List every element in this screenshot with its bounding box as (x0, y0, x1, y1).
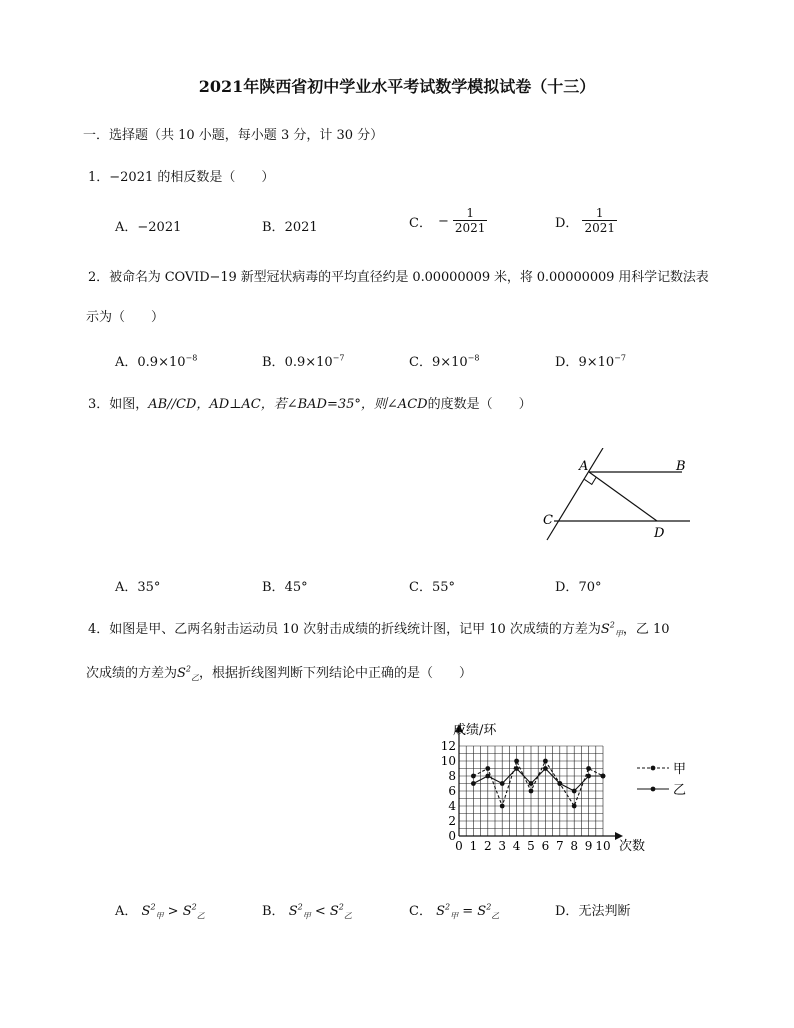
option-exponent: −7 (614, 353, 626, 363)
q3-option-d (555, 576, 601, 595)
q4-line-chart (425, 718, 715, 858)
option-operator: < (314, 904, 326, 919)
option-label: A． (115, 355, 138, 370)
x-tick-label: 0 (455, 839, 463, 853)
q2-stem-line2: 示为（ ） (86, 310, 165, 325)
y-tick-label: 12 (440, 739, 456, 753)
q3-stem (88, 393, 532, 412)
option-label: A． (115, 580, 138, 595)
label-d: D (654, 526, 665, 541)
x-tick-label: 9 (584, 839, 593, 853)
x-axis-label: 次数 (619, 839, 646, 854)
option-label: D． (555, 580, 579, 595)
option-text: 55° (431, 580, 455, 595)
data-point (500, 781, 505, 786)
q2-option-c (409, 351, 479, 370)
denominator: 2021 (454, 221, 486, 235)
q4-option-d (555, 900, 630, 919)
line-ad (589, 472, 657, 521)
q4-stem-line2 (86, 662, 472, 684)
option-label: B． (262, 580, 285, 595)
x-tick-label: 10 (595, 839, 611, 853)
x-tick-label: 5 (527, 839, 535, 853)
option-text: 无法判断 (578, 904, 631, 919)
data-point (572, 804, 577, 809)
stem-math: AB//CD，AD⊥AC，若∠BAD=35°，则∠ACD (148, 397, 428, 412)
q1-option-a (115, 216, 181, 235)
q3-geometry-figure (530, 448, 700, 548)
fraction (453, 207, 488, 235)
label-b: B (676, 459, 686, 474)
chart-axes (455, 724, 623, 840)
y-tick-label: 0 (448, 829, 456, 843)
x-tick-label: 6 (541, 839, 550, 853)
option-label: B． (262, 220, 285, 235)
option-exponent: −8 (467, 353, 480, 363)
option-label: A． (115, 220, 138, 235)
q1-stem: 1．−2021 的相反数是（ ） (88, 170, 275, 185)
option-sign: − (437, 213, 449, 229)
option-base: 9×10 (431, 355, 468, 370)
legend-marker (651, 787, 656, 792)
data-point (529, 789, 534, 794)
legend-marker (651, 766, 656, 771)
data-point (500, 804, 505, 809)
transversal-line (547, 448, 603, 540)
option-label: C． (409, 355, 432, 370)
data-point (557, 781, 562, 786)
data-point (543, 766, 548, 771)
data-point (586, 774, 591, 779)
section-heading: 一．选择题（共 10 小题，每小题 3 分，计 30 分） (83, 128, 384, 143)
data-point (514, 759, 519, 764)
label-a: A (579, 459, 589, 474)
x-tick-label: 4 (512, 839, 521, 853)
q1-option-c (409, 207, 487, 235)
q3-option-c (409, 576, 455, 595)
option-exponent: −7 (332, 353, 345, 363)
data-point (572, 789, 577, 794)
option-label: C． (409, 215, 432, 231)
y-tick-label: 4 (448, 799, 456, 813)
q2-option-a (115, 351, 197, 370)
x-tick-label: 1 (469, 839, 478, 853)
data-point (485, 774, 490, 779)
option-text: −2021 (137, 220, 182, 235)
y-tick-label: 10 (440, 754, 456, 768)
q1-option-b (262, 216, 318, 235)
q3-option-a (115, 576, 160, 595)
q4-option-c: C． $S^2_甲 = S^2_乙$ (409, 902, 500, 921)
legend-label: 甲 (673, 762, 687, 777)
stem-text: 4．如图是甲、乙两名射击运动员 10 次射击成绩的折线统计图，记甲 10 次成绩的方差为 (88, 622, 601, 637)
option-label: B． (262, 355, 285, 370)
variance-yi: $S^2_乙$ (177, 664, 200, 683)
option-text: 2021 (284, 220, 318, 235)
numerator: 1 (466, 206, 474, 220)
option-operator: > (167, 904, 179, 919)
stem-prefix: 3．如图， (88, 397, 149, 412)
data-point (471, 774, 476, 779)
option-exponent: −8 (185, 353, 198, 363)
option-text: 45° (284, 580, 308, 595)
y-tick-label: 8 (448, 769, 456, 783)
stem-text: ，根据折线图判断下列结论中正确的是（ ） (199, 666, 473, 681)
option-label: C． (409, 904, 432, 919)
page-title: 2021年陕西省初中学业水平考试数学模拟试卷（十三） (198, 77, 596, 96)
option-text: 35° (137, 580, 161, 595)
q4-stem-line1 (88, 618, 670, 640)
option-label: D． (555, 904, 579, 919)
q3-option-b (262, 576, 308, 595)
option-label: C． (409, 580, 432, 595)
data-point (601, 774, 606, 779)
option-label: A． (115, 904, 138, 919)
label-c: C (543, 513, 553, 528)
data-point (485, 766, 490, 771)
q2-option-d (555, 351, 626, 370)
stem-text: ，乙 10 (622, 622, 670, 637)
x-tick-label: 8 (570, 839, 579, 853)
option-base: 0.9×10 (137, 355, 186, 370)
option-text: 70° (578, 580, 602, 595)
chart-legend (637, 762, 686, 798)
option-operator: = (462, 904, 474, 919)
data-point (543, 759, 548, 764)
data-point (529, 781, 534, 786)
option-base: 9×10 (578, 355, 615, 370)
y-tick-label: 2 (448, 814, 456, 828)
denominator: 2021 (584, 221, 615, 235)
numerator: 1 (595, 206, 604, 220)
option-label: B． (262, 904, 285, 919)
q4-option-a: A． $S^2_甲 > S^2_乙$ (115, 902, 205, 921)
legend-label: 乙 (673, 783, 687, 798)
q2-option-b (262, 351, 344, 370)
variance-jia: $S^2_甲$ (600, 620, 623, 639)
stem-suffix: 的度数是（ ） (427, 397, 532, 412)
option-label: D． (555, 355, 579, 370)
x-tick-label: 7 (555, 839, 564, 853)
q4-option-b: B． $S^2_甲 < S^2_乙$ (262, 902, 352, 921)
fraction (582, 207, 617, 235)
data-point (471, 781, 476, 786)
y-tick-label: 6 (448, 784, 456, 798)
y-axis-label: 成绩/环 (453, 723, 497, 738)
right-angle-mark (585, 477, 597, 484)
x-tick-label: 2 (483, 839, 492, 853)
data-point (514, 766, 519, 771)
q2-stem-line1: 2．被命名为 COVID−19 新型冠状病毒的平均直径约是 0.00000009 米，将 0.00000009 用科学记数法表 (88, 270, 709, 285)
option-base: 0.9×10 (284, 355, 333, 370)
data-point (586, 766, 591, 771)
x-tick-label: 3 (498, 839, 507, 853)
stem-text: 次成绩的方差为 (86, 666, 178, 681)
option-label: D． (555, 215, 579, 231)
q1-option-d (555, 207, 617, 235)
